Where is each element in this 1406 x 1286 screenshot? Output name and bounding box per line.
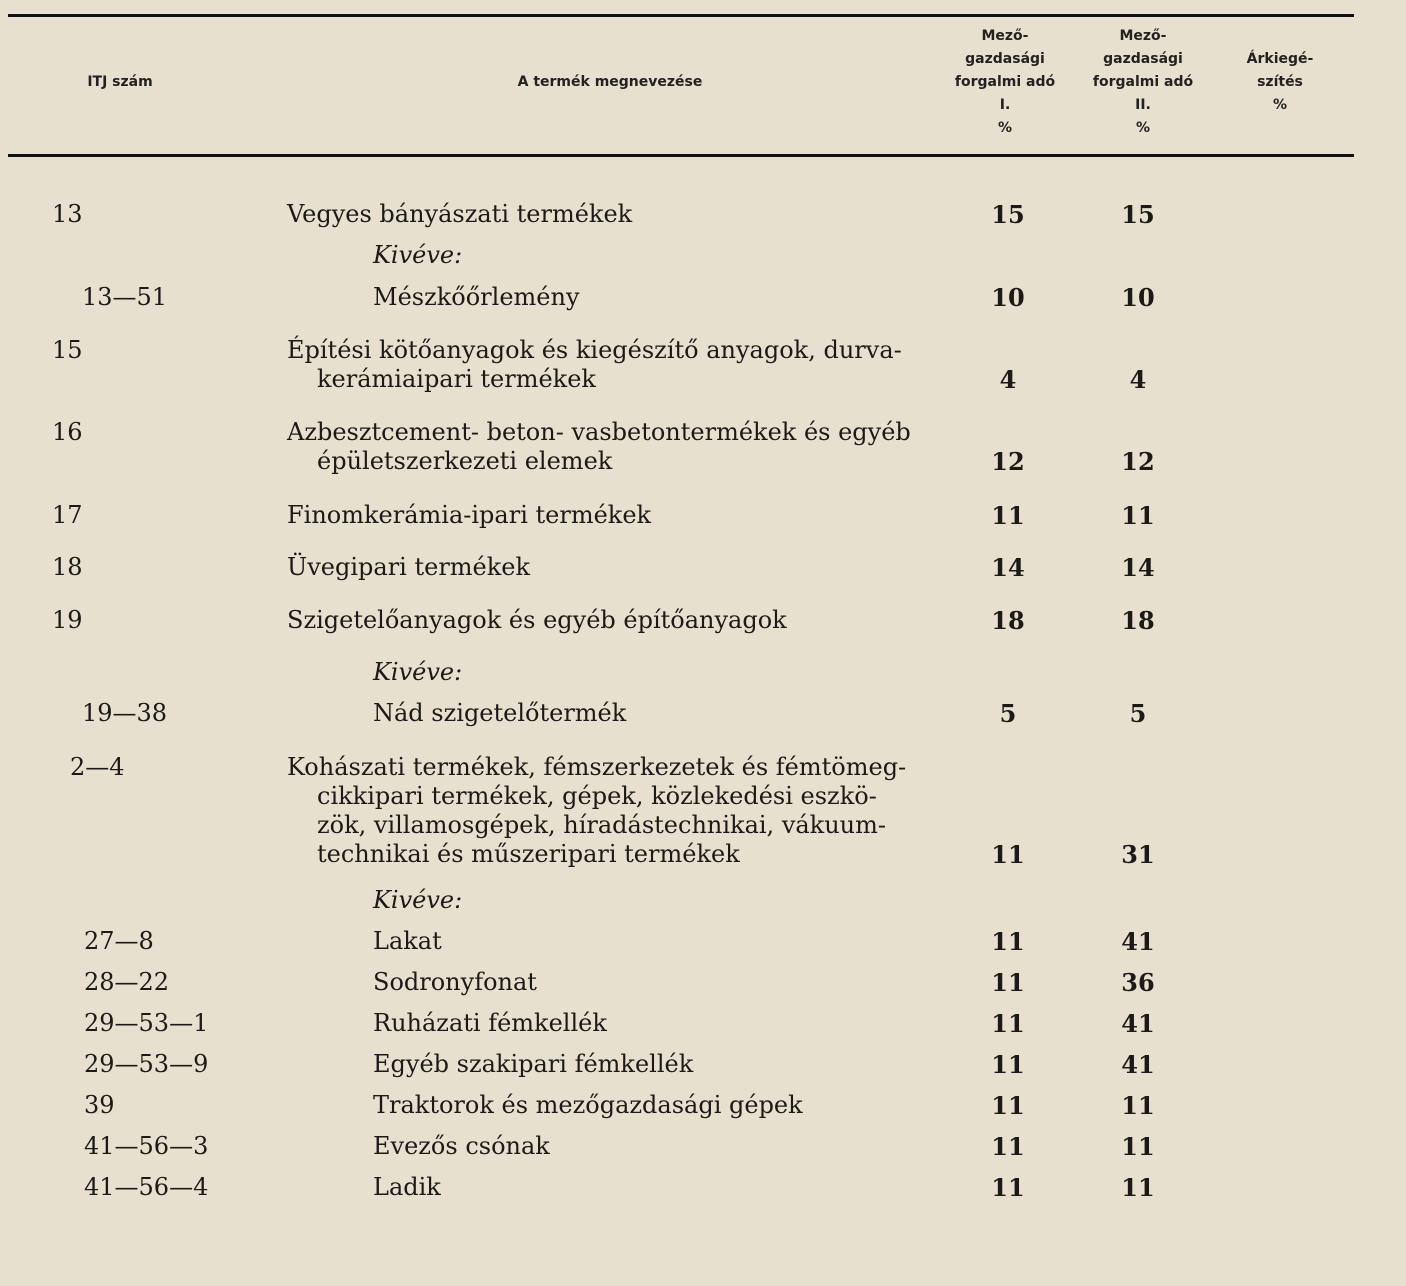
product-name bbox=[287, 753, 937, 869]
product-name-line: Traktorok és mezőgazdasági gépek bbox=[373, 1091, 803, 1119]
tax-2-value: 12 bbox=[1121, 447, 1155, 476]
tax-2-value: 15 bbox=[1121, 200, 1155, 229]
tax-2-value: 5 bbox=[1129, 699, 1147, 728]
except-label-text: Kivéve: bbox=[373, 886, 463, 914]
except-label bbox=[373, 886, 933, 915]
tax-1-value: 11 bbox=[991, 1009, 1025, 1038]
itj-code: 28—22 bbox=[84, 968, 170, 996]
itj-code: 29—53—9 bbox=[84, 1050, 209, 1078]
tax-2-value: 41 bbox=[1121, 927, 1155, 956]
header-tax-1 bbox=[935, 25, 1075, 140]
product-name-line: Nád szigetelőtermék bbox=[373, 699, 627, 727]
header-tax-2-line: II. bbox=[1135, 97, 1151, 113]
itj-code: 41—56—3 bbox=[84, 1132, 209, 1160]
product-name-line: épületszerkezeti elemek bbox=[317, 447, 613, 475]
tax-2-value: 11 bbox=[1121, 501, 1155, 530]
tax-1-value: 11 bbox=[991, 1050, 1025, 1079]
product-name-line: zök, villamosgépek, híradástechnikai, vákuum- bbox=[317, 811, 887, 839]
header-price-supplement bbox=[1220, 48, 1340, 117]
itj-code: 13 bbox=[52, 200, 83, 228]
product-name bbox=[287, 501, 937, 530]
product-name bbox=[287, 336, 937, 394]
product-name bbox=[287, 553, 937, 582]
except-label-text: Kivéve: bbox=[373, 658, 463, 686]
except-label bbox=[373, 658, 933, 687]
product-name-line: Lakat bbox=[373, 927, 442, 955]
header-itj-label: ITJ szám bbox=[87, 74, 153, 90]
itj-code: 27—8 bbox=[84, 927, 154, 955]
header-tax-1-line: % bbox=[997, 120, 1013, 136]
except-label-text: Kivéve: bbox=[373, 241, 463, 269]
header-product-name-label: A termék megnevezése bbox=[517, 74, 703, 90]
tax-1-value: 11 bbox=[991, 1132, 1025, 1161]
header-bottom-rule bbox=[8, 154, 1354, 157]
tax-2-value: 11 bbox=[1121, 1132, 1155, 1161]
tax-2-value: 4 bbox=[1129, 365, 1147, 394]
tax-2-value: 41 bbox=[1121, 1009, 1155, 1038]
header-price-supplement-line: % bbox=[1272, 97, 1288, 113]
product-name-line: Vegyes bányászati termékek bbox=[287, 200, 633, 228]
product-name bbox=[373, 968, 933, 997]
header-tax-2 bbox=[1073, 25, 1213, 140]
itj-code: 17 bbox=[52, 501, 83, 529]
header-top-rule bbox=[8, 14, 1354, 17]
tax-2-value: 36 bbox=[1121, 968, 1155, 997]
tax-2-value: 10 bbox=[1121, 283, 1155, 312]
product-name-line: Evezős csónak bbox=[373, 1132, 550, 1160]
tax-2-value: 31 bbox=[1121, 840, 1155, 869]
header-product-name bbox=[420, 71, 800, 94]
product-name-line: technikai és műszeripari termékek bbox=[317, 840, 740, 868]
product-name bbox=[373, 927, 933, 956]
header-tax-2-line: gazdasági bbox=[1103, 51, 1183, 67]
product-name bbox=[287, 200, 937, 229]
itj-code: 16 bbox=[52, 418, 83, 446]
product-name-line: Azbesztcement- beton- vasbetontermékek és egyéb bbox=[287, 418, 911, 446]
tax-2-value: 14 bbox=[1121, 553, 1155, 582]
product-name bbox=[373, 699, 933, 728]
product-name-line: Ruházati fémkellék bbox=[373, 1009, 607, 1037]
tax-1-value: 11 bbox=[991, 968, 1025, 997]
product-name bbox=[287, 606, 937, 635]
itj-code: 15 bbox=[52, 336, 83, 364]
header-tax-2-line: % bbox=[1135, 120, 1151, 136]
tax-1-value: 18 bbox=[991, 606, 1025, 635]
header-price-supplement-line: szítés bbox=[1257, 74, 1303, 90]
product-name-line: Egyéb szakipari fémkellék bbox=[373, 1050, 694, 1078]
itj-code: 39 bbox=[84, 1091, 115, 1119]
tax-1-value: 12 bbox=[991, 447, 1025, 476]
tax-1-value: 11 bbox=[991, 501, 1025, 530]
header-tax-1-line: gazdasági bbox=[965, 51, 1045, 67]
product-name bbox=[287, 418, 937, 476]
product-name-line: Kohászati termékek, fémszerkezetek és fémtömeg- bbox=[287, 753, 907, 781]
product-name bbox=[373, 283, 933, 312]
itj-code: 19 bbox=[52, 606, 83, 634]
product-name-line: kerámiaipari termékek bbox=[317, 365, 596, 393]
header-itj bbox=[60, 71, 180, 94]
product-name-line: Szigetelőanyagok és egyéb építőanyagok bbox=[287, 606, 787, 634]
product-name bbox=[373, 1091, 933, 1120]
product-name-line: Mészkőőrlemény bbox=[373, 283, 580, 311]
product-name-line: Ladik bbox=[373, 1173, 441, 1201]
product-name-line: Sodronyfonat bbox=[373, 968, 537, 996]
tax-1-value: 4 bbox=[999, 365, 1017, 394]
tax-1-value: 11 bbox=[991, 840, 1025, 869]
product-name bbox=[373, 1050, 933, 1079]
tax-2-value: 11 bbox=[1121, 1173, 1155, 1202]
header-tax-1-line: forgalmi adó bbox=[954, 74, 1056, 90]
header-tax-2-line: Mező- bbox=[1119, 28, 1167, 44]
product-name-line: Építési kötőanyagok és kiegészítő anyagok, durva- bbox=[287, 336, 902, 364]
product-name bbox=[373, 1132, 933, 1161]
header-price-supplement-line: Árkiegé- bbox=[1246, 51, 1314, 67]
itj-code: 19—38 bbox=[82, 699, 168, 727]
tax-1-value: 14 bbox=[991, 553, 1025, 582]
tax-1-value: 11 bbox=[991, 1173, 1025, 1202]
itj-code: 41—56—4 bbox=[84, 1173, 209, 1201]
except-label bbox=[373, 241, 933, 270]
tax-1-value: 10 bbox=[991, 283, 1025, 312]
tax-1-value: 11 bbox=[991, 927, 1025, 956]
product-name-line: cikkipari termékek, gépek, közlekedési eszkö- bbox=[317, 782, 877, 810]
itj-code: 13—51 bbox=[82, 283, 168, 311]
tax-2-value: 11 bbox=[1121, 1091, 1155, 1120]
tax-2-value: 41 bbox=[1121, 1050, 1155, 1079]
tax-1-value: 5 bbox=[999, 699, 1017, 728]
product-name-line: Finomkerámia-ipari termékek bbox=[287, 501, 652, 529]
itj-code: 29—53—1 bbox=[84, 1009, 209, 1037]
product-name bbox=[373, 1173, 933, 1202]
tax-1-value: 15 bbox=[991, 200, 1025, 229]
tax-2-value: 18 bbox=[1121, 606, 1155, 635]
tax-1-value: 11 bbox=[991, 1091, 1025, 1120]
header-tax-1-line: I. bbox=[999, 97, 1011, 113]
product-name bbox=[373, 1009, 933, 1038]
header-tax-1-line: Mező- bbox=[981, 28, 1029, 44]
header-tax-2-line: forgalmi adó bbox=[1092, 74, 1194, 90]
product-name-line: Üvegipari termékek bbox=[287, 553, 531, 581]
itj-code: 18 bbox=[52, 553, 83, 581]
itj-code: 2—4 bbox=[70, 753, 125, 781]
